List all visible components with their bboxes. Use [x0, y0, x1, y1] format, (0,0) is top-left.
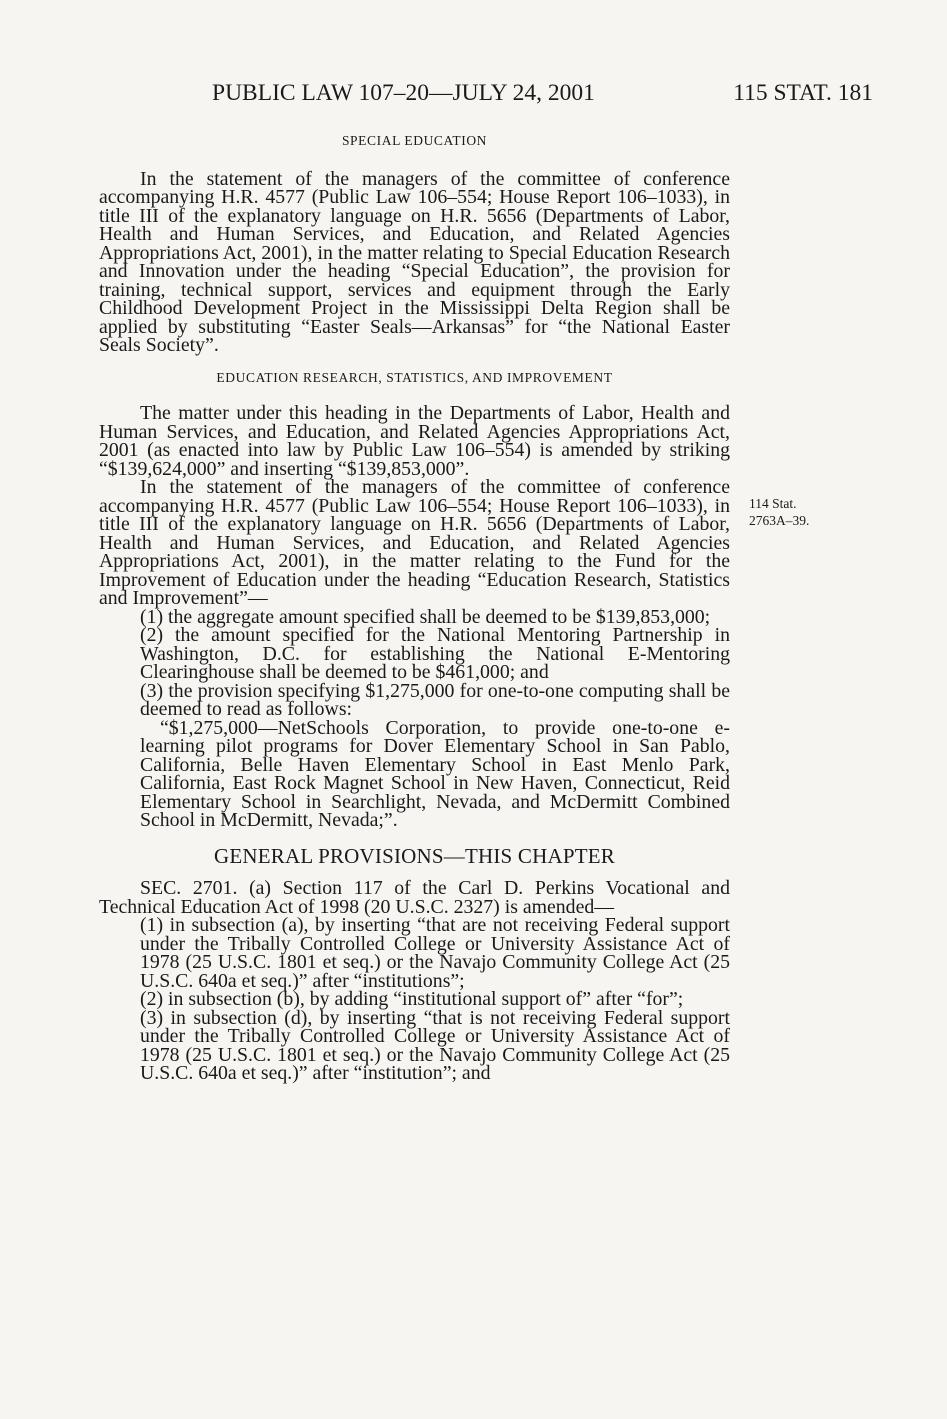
section-heading-special-education: SPECIAL EDUCATION — [341, 133, 488, 148]
paragraph: In the statement of the managers of the committee of conference accompanying H.R. 4577 (Public Law 106–554; House Report 106–1033), in title III of the explanatory language on H.R. 5656 (Departments of Labor, Health and Human Services, and Education, and Related Agencies Appropriations Act, 2001), in the matter relating to Special Education Research and Innovation under the heading “Special Education”, the provision for training, technical support, services and equipment through the Early Childhood Development Project in the Mississippi Delta Region shall be applied by substituting “Easter Seals—Arkansas” for “the National Easter Seals Society”. — [99, 167, 730, 356]
list-item: (3) in subsection (d), by inserting “that is not receiving Federal support under the Tribally Controlled College or University Assistance Act of 1978 (25 U.S.C. 1801 et seq.) or the Navajo Community College Act (25 U.S.C. 640a et seq.)” after “institution”; and — [140, 1006, 730, 1084]
page-body — [99, 132, 730, 1083]
margin-citation — [749, 495, 809, 529]
paragraph: SEC. 2701. (a) Section 117 of the Carl D. Perkins Vocational and Technical Education Act of 1998 (20 U.S.C. 2327) is amended— — [99, 877, 730, 918]
list-item: (2) the amount specified for the National Mentoring Partnership in Washington, D.C. for establishing the National E-Mentoring Clearinghouse shall be deemed to be $461,000; and — [140, 624, 730, 683]
list-item: (1) the aggregate amount specified shall be deemed to be $139,853,000; — [140, 605, 711, 628]
paragraph: In the statement of the managers of the committee of conference accompanying H.R. 4577 (Public Law 106–554; House Report 106–1033), in title III of the explanatory language on H.R. 5656 (Departments of Labor, Health and Human Services, and Education, and Related Agencies Appropriations Act, 2001), in the matter relating to the Fund for the Improvement of Education under the heading “Education Research, Statistics and Improvement”— — [99, 476, 730, 609]
quoted-text: “$1,275,000—NetSchools Corporation, to provide one-to-one e-learning pilot programs for Dover Elementary School in San Pablo, California, Belle Haven Elementary School in East Menlo Park, California, East Rock Magnet School in New Haven, Connecticut, Reid Elementary School in Searchlight, Nevada, and McDermitt Combined School in McDermitt, Nevada;”. — [140, 716, 730, 831]
margin-citation-line-2: 2763A–39. — [749, 513, 810, 528]
running-head-title: PUBLIC LAW 107–20—JULY 24, 2001 — [212, 80, 595, 106]
page-header — [0, 80, 947, 112]
section-heading-education-research: EDUCATION RESEARCH, STATISTICS, AND IMPROVEMENT — [216, 369, 613, 385]
list-item: (1) in subsection (a), by inserting “that are not receiving Federal support under the Tribally Controlled College or University Assistance Act of 1978 (25 U.S.C. 1801 et seq.) or the Navajo Community College Act (25 U.S.C. 640a et seq.)” after “institutions”; — [140, 914, 730, 992]
list-item: (3) the provision specifying $1,275,000 for one-to-one computing shall be deemed to read as follows: — [140, 679, 730, 720]
paragraph: The matter under this heading in the Departments of Labor, Health and Human Services, and Education, and Related Agencies Appropriations Act, 2001 (as enacted into law by Public Law 106–554) is amended by striking “$139,624,000” and inserting “$139,853,000”. — [99, 402, 730, 480]
section-heading-general-provisions: GENERAL PROVISIONS—THIS CHAPTER — [214, 843, 615, 868]
list-item: (2) in subsection (b), by adding “institutional support of” after “for”; — [140, 988, 684, 1010]
statute-page-number: 115 STAT. 181 — [733, 80, 873, 106]
margin-citation-line-1: 114 Stat. — [749, 496, 797, 511]
